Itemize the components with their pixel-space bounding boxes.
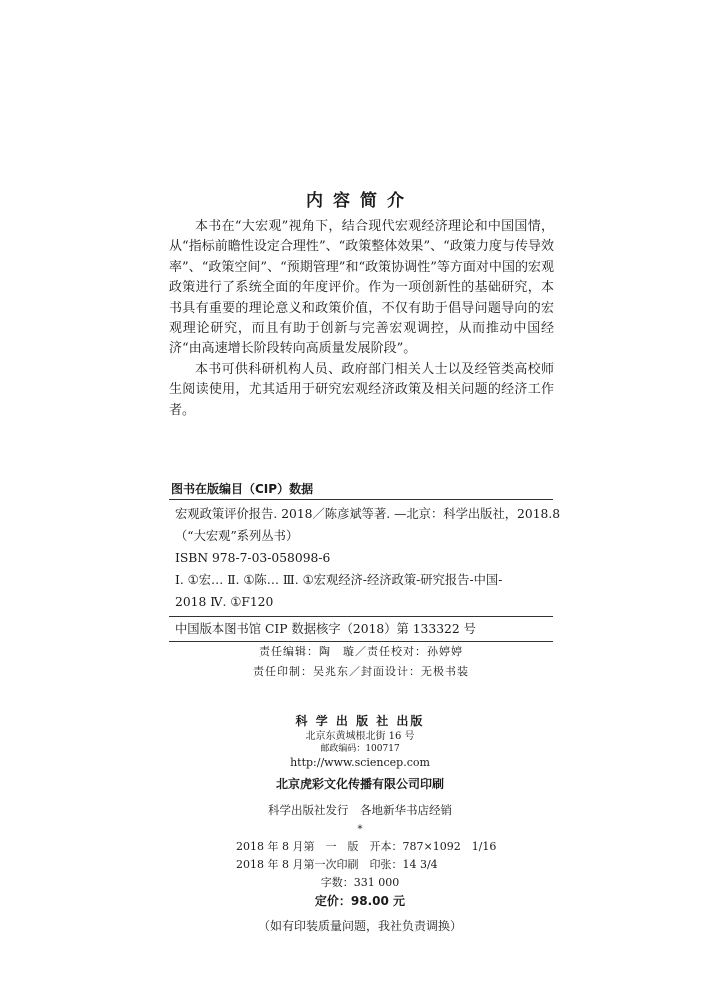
cip-series-line: （“大宏观”系列丛书） xyxy=(175,529,299,543)
staff-editors: 责任编辑：陶 璇／责任校对：孙婷婷 xyxy=(259,645,463,658)
quality-notice: （如有印装质量问题，我社负责调换） xyxy=(257,919,462,933)
printer-name: 北京虎彩文化传播有限公司印刷 xyxy=(275,777,444,791)
price: 定价：98.00 元 xyxy=(314,894,406,908)
edition-line: 2018 年 8 月第 一 版 开本：787×1092 1/16 xyxy=(236,840,497,853)
summary-body xyxy=(169,217,554,421)
cip-heading: 图书在版编目（CIP）数据 xyxy=(171,482,314,496)
publisher-name: 科 学 出 版 社 出版 xyxy=(295,714,425,728)
publisher-block xyxy=(0,712,720,936)
cip-title-line: 宏观政策评价报告. 2018／陈彦斌等著. —北京：科学出版社，2018.8 xyxy=(175,507,561,521)
cip-library-number: 中国版本图书馆 CIP 数据核字（2018）第 133322 号 xyxy=(175,622,476,636)
publisher-postcode: 邮政编码：100717 xyxy=(320,744,400,754)
printing-line: 2018 年 8 月第一次印刷 印张：14 3/4 xyxy=(236,858,438,871)
staff-production: 责任印制：吴兆东／封面设计：无极书装 xyxy=(253,665,469,678)
cip-isbn-line: ISBN 978-7-03-058098-6 xyxy=(175,551,331,565)
distribution-line: 科学出版社发行 各地新华书店经销 xyxy=(268,803,452,817)
summary-paragraph: 本书可供科研机构人员、政府部门相关人士以及经管类高校师生阅读使用，尤其适用于研究宏观经济政策及相关问题的经济工作者。 xyxy=(169,361,554,418)
separator-star: * xyxy=(357,824,363,835)
publisher-url: http://www.sciencep.com xyxy=(290,756,430,769)
word-count: 字数：331 000 xyxy=(320,876,400,889)
cip-data-block xyxy=(169,479,561,682)
summary-title: 内容简介 xyxy=(306,191,414,211)
cip-subject-line: Ⅰ. ①宏… Ⅱ. ①陈… Ⅲ. ①宏观经济-经济政策-研究报告-中国- xyxy=(175,573,503,587)
cip-record xyxy=(169,500,561,616)
publisher-address: 北京东黄城根北街 16 号 xyxy=(305,731,415,742)
summary-paragraph: 本书在“大宏观”视角下，结合现代宏观经济理论和中国国情，从“指标前瞻性设定合理性”、“政策整体效果”、“政策力度与传导效率”、“政策空间”、“预期管理”和“政策协调性”等方面对中国的宏观政策进行了系统全面的年度评价。作为一项创新性的基础研究，本书具有重要的理论意义和政策价值，不仅有助于倡导问题导向的宏观理论研究，而且有助于创新与完善宏观调控，从而推动中国经济“由高速增长阶段转向高质量发展阶段”。 xyxy=(169,219,554,357)
cip-class-line: 2018 Ⅳ. ①F120 xyxy=(175,595,274,609)
